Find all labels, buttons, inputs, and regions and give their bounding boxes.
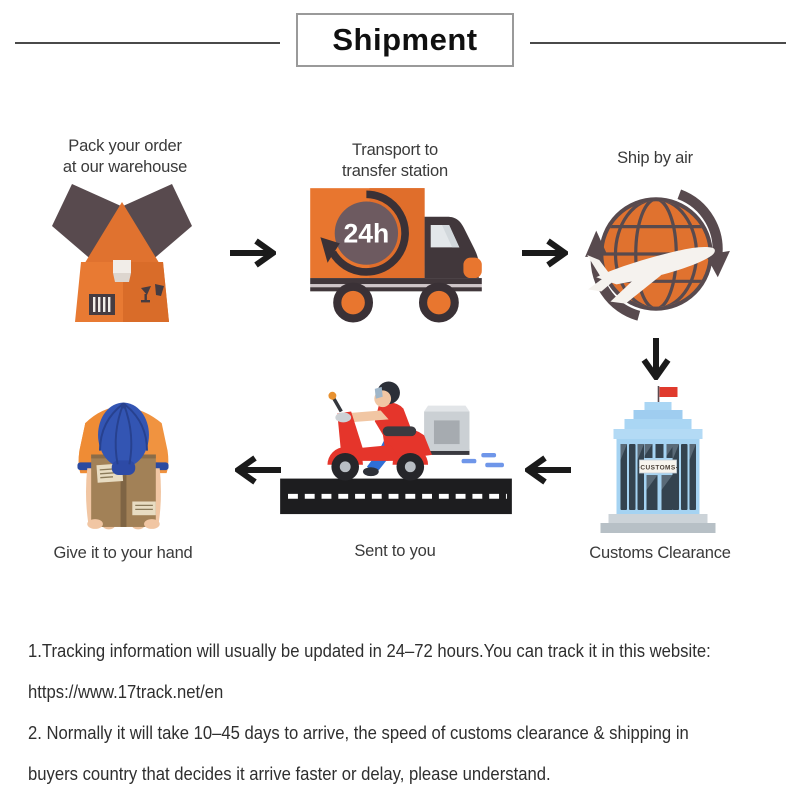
flag-icon bbox=[660, 387, 678, 397]
courier-handover-icon bbox=[52, 378, 194, 530]
tracking-url[interactable]: https://www.17track.net/en bbox=[28, 681, 224, 702]
courier-hand bbox=[144, 519, 160, 529]
globe-plane-icon bbox=[580, 178, 732, 335]
step-customs-label: Customs Clearance bbox=[589, 544, 731, 562]
open-box-icon bbox=[45, 176, 200, 328]
seat bbox=[383, 426, 417, 436]
shipping-notes bbox=[28, 630, 784, 794]
page-title-box bbox=[296, 13, 514, 67]
header-rule-left bbox=[15, 42, 280, 44]
truck-24h-icon bbox=[308, 180, 484, 323]
step-transport-label: Transport to transfer station bbox=[342, 141, 448, 180]
note-tracking: 1.Tracking information will usually be updated in 24–72 hours.You can track it in this website: bbox=[28, 640, 711, 661]
arrow-down-icon bbox=[641, 336, 671, 380]
courier-hand bbox=[87, 519, 103, 529]
truck-badge: 24h bbox=[343, 218, 390, 249]
step-air-label: Ship by air bbox=[617, 149, 693, 167]
header-rule-right bbox=[530, 42, 786, 44]
step-hand-label: Give it to your hand bbox=[53, 544, 193, 562]
barcode bbox=[89, 294, 115, 315]
step-sent-label: Sent to you bbox=[354, 542, 436, 560]
courier-cap bbox=[98, 403, 149, 468]
customs-sign-text: ·CUSTOMS· bbox=[637, 464, 679, 472]
page-title: Shipment bbox=[332, 22, 478, 57]
note-delivery-time-2: buyers country that decides it arrive faster or delay, please understand. bbox=[28, 763, 551, 784]
arrow-right-icon bbox=[228, 238, 276, 268]
step-pack-label: Pack your order at our warehouse bbox=[62, 137, 188, 176]
arrow-right-icon bbox=[520, 238, 568, 268]
speed-lines bbox=[462, 453, 504, 467]
arrow-left-icon bbox=[235, 455, 283, 485]
customs-building-icon bbox=[580, 386, 736, 536]
arrow-left-icon bbox=[525, 455, 573, 485]
delivery-scooter-icon bbox=[280, 378, 512, 520]
note-delivery-time: 2. Normally it will take 10–45 days to arrive, the speed of customs clearance & shipping in bbox=[28, 722, 689, 743]
